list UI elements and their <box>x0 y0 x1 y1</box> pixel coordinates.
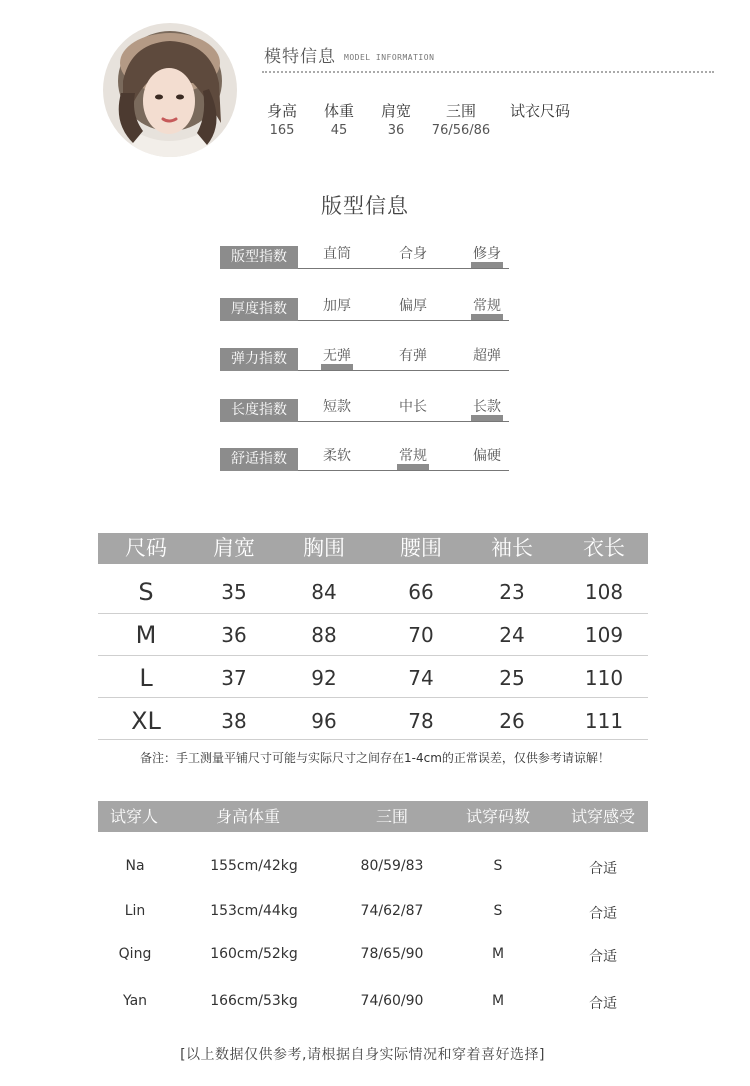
fit-index-option: 柔软 <box>323 448 351 464</box>
fit-index-selected-marker <box>471 314 503 320</box>
size-table-header-cell: 衣长 <box>583 536 625 560</box>
tryon-table-cell: 合适 <box>589 861 617 877</box>
size-table-header-cell: 袖长 <box>491 536 533 560</box>
stat-label-weight: 体重 <box>323 102 355 120</box>
size-table-cell: XL <box>131 707 161 735</box>
fit-index-option: 偏厚 <box>399 298 427 314</box>
fit-index-line <box>298 320 509 321</box>
stat-label-measurements: 三围 <box>445 102 477 120</box>
fit-index-selected-marker <box>397 464 429 470</box>
tryon-table-cell: 78/65/90 <box>360 946 424 962</box>
tryon-table-header-cell: 试穿码数 <box>465 807 531 826</box>
size-table-cell: S <box>138 578 154 606</box>
size-table-cell: 109 <box>584 623 624 647</box>
stat-value-height: 165 <box>269 123 295 138</box>
fit-index-selected-marker <box>321 364 353 370</box>
size-table-header-cell: 腰围 <box>400 536 442 560</box>
tryon-table-cell: Lin <box>124 903 146 919</box>
size-table-cell: 24 <box>499 623 525 647</box>
fit-index-option: 中长 <box>399 399 427 415</box>
tryon-table-cell: Na <box>125 858 145 874</box>
size-table-row-divider <box>98 613 648 614</box>
tryon-table-cell: Yan <box>122 993 148 1009</box>
size-table-cell: 23 <box>499 580 525 604</box>
size-table-cell: 111 <box>584 709 624 733</box>
size-table-cell: 84 <box>311 580 337 604</box>
fit-index-option: 常规 <box>399 448 427 464</box>
tryon-table-cell: 160cm/52kg <box>210 946 298 962</box>
size-table-row-divider <box>98 739 648 740</box>
tryon-table-cell: 153cm/44kg <box>210 903 298 919</box>
tryon-table-cell: S <box>493 858 503 874</box>
tryon-table-cell: 80/59/83 <box>360 858 424 874</box>
size-table-cell: 108 <box>584 580 624 604</box>
model-info-title <box>264 42 434 67</box>
fit-index-option: 合身 <box>399 246 427 262</box>
stat-label-trial-size: 试衣尺码 <box>509 102 571 120</box>
model-info-divider <box>262 71 714 73</box>
fit-index-label: 长度指数 <box>220 399 298 422</box>
fit-index-option: 有弹 <box>399 348 427 364</box>
tryon-table-header <box>98 801 648 832</box>
model-info-title-en: MODEL INFORMATION <box>344 52 435 62</box>
tryon-table-cell: 合适 <box>589 996 617 1012</box>
model-info-title-cn: 模特信息 <box>264 47 336 67</box>
size-table-cell: 78 <box>408 709 434 733</box>
fit-index-line <box>298 421 509 422</box>
stat-label-shoulder: 肩宽 <box>380 102 412 120</box>
tryon-table-header-cell: 试穿感受 <box>570 807 636 826</box>
fit-info-title: 版型信息 <box>321 194 409 218</box>
tryon-table-header-cell: 身高体重 <box>215 807 281 826</box>
tryon-table-header-cell: 三围 <box>375 807 409 826</box>
size-table-cell: M <box>135 621 157 649</box>
size-table-header <box>98 533 648 564</box>
tryon-table-cell: 74/62/87 <box>360 903 424 919</box>
tryon-table-header-cell: 试穿人 <box>109 807 159 826</box>
size-table-header-cell: 肩宽 <box>213 536 255 560</box>
size-table-cell: 92 <box>311 666 337 690</box>
stat-value-weight: 45 <box>330 123 348 138</box>
size-table-cell: 35 <box>221 580 247 604</box>
fit-index-label: 弹力指数 <box>220 348 298 371</box>
fit-index-label: 厚度指数 <box>220 298 298 321</box>
size-table-cell: 26 <box>499 709 525 733</box>
tryon-table-cell: 合适 <box>589 906 617 922</box>
size-table-cell: 74 <box>408 666 434 690</box>
fit-index-option: 修身 <box>473 246 501 262</box>
size-table-cell: 110 <box>584 666 624 690</box>
size-table-cell: 96 <box>311 709 337 733</box>
tryon-table-cell: M <box>491 946 505 962</box>
size-table-cell: L <box>139 664 153 692</box>
tryon-table-cell: S <box>493 903 503 919</box>
size-table-cell: 88 <box>311 623 337 647</box>
size-table-row-divider <box>98 697 648 698</box>
fit-index-line <box>298 370 509 371</box>
fit-index-selected-marker <box>471 262 503 268</box>
fit-index-option: 加厚 <box>323 298 351 314</box>
fit-index-label: 舒适指数 <box>220 448 298 471</box>
model-avatar <box>103 23 237 157</box>
tryon-table-cell: 155cm/42kg <box>210 858 298 874</box>
size-table-cell: 66 <box>408 580 434 604</box>
size-table-cell: 37 <box>221 666 247 690</box>
footer-disclaimer: [以上数据仅供参考,请根据自身实际情况和穿着喜好选择] <box>180 1047 545 1063</box>
size-table-row-divider <box>98 655 648 656</box>
fit-index-option: 直筒 <box>323 246 351 262</box>
fit-index-option: 无弹 <box>323 348 351 364</box>
size-table-header-cell: 胸围 <box>303 536 345 560</box>
size-table-cell: 25 <box>499 666 525 690</box>
fit-index-option: 超弹 <box>473 348 501 364</box>
stat-value-measurements: 76/56/86 <box>431 123 491 138</box>
fit-index-line <box>298 470 509 471</box>
tryon-table-cell: M <box>491 993 505 1009</box>
fit-index-option: 常规 <box>473 298 501 314</box>
fit-index-option: 偏硬 <box>473 448 501 464</box>
fit-index-line <box>298 268 509 269</box>
fit-index-selected-marker <box>471 415 503 421</box>
fit-index-label: 版型指数 <box>220 246 298 269</box>
tryon-table-cell: 合适 <box>589 949 617 965</box>
tryon-table-cell: 74/60/90 <box>360 993 424 1009</box>
fit-index-option: 长款 <box>473 399 501 415</box>
fit-index-option: 短款 <box>323 399 351 415</box>
tryon-table-cell: 166cm/53kg <box>210 993 298 1009</box>
tryon-table-cell: Qing <box>118 946 152 962</box>
stat-label-height: 身高 <box>266 102 298 120</box>
stat-value-shoulder: 36 <box>387 123 405 138</box>
size-table-cell: 70 <box>408 623 434 647</box>
size-note: 备注：手工测量平铺尺寸可能与实际尺寸之间存在1-4cm的正常误差，仅供参考请谅解！ <box>140 751 610 765</box>
size-table-cell: 36 <box>221 623 247 647</box>
size-table-header-cell: 尺码 <box>125 536 167 560</box>
size-table-cell: 38 <box>221 709 247 733</box>
